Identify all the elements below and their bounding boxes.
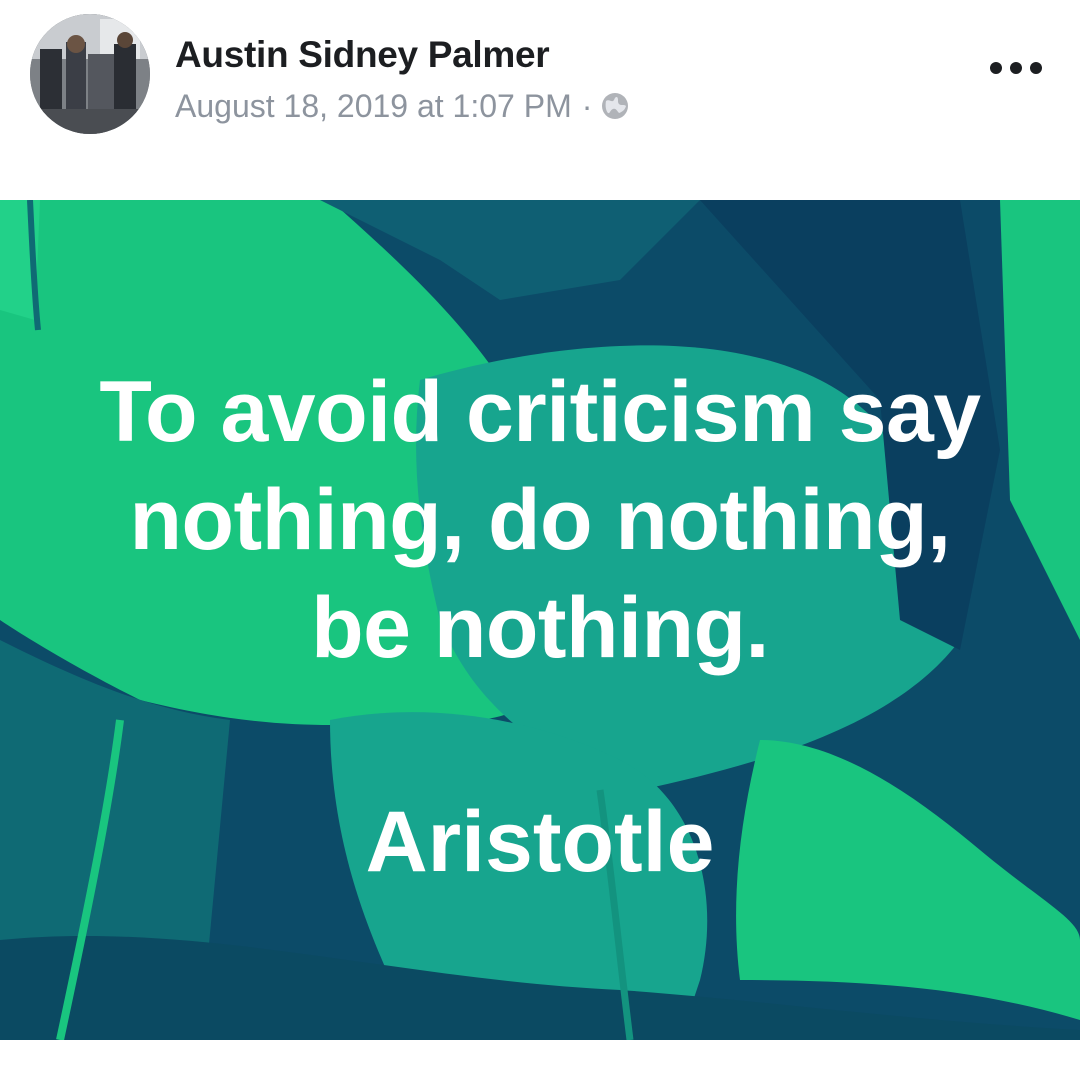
post-timestamp[interactable]: August 18, 2019 at 1:07 PM xyxy=(175,87,572,124)
quote-line: be nothing. xyxy=(311,580,769,676)
more-options-icon xyxy=(1030,62,1042,74)
quote-attribution: Aristotle xyxy=(365,794,715,890)
post-header xyxy=(0,0,1080,200)
author-avatar[interactable] xyxy=(30,14,150,134)
globe-icon[interactable] xyxy=(600,91,630,121)
quote-text xyxy=(40,358,1040,682)
post-footer xyxy=(0,1040,1080,1080)
author-name[interactable]: Austin Sidney Palmer xyxy=(175,34,550,75)
post-meta xyxy=(175,86,630,126)
more-options-button[interactable] xyxy=(990,56,1042,80)
quote-line: To avoid criticism say xyxy=(99,364,981,460)
more-options-icon xyxy=(1010,62,1022,74)
quote-image[interactable] xyxy=(0,200,1080,1040)
quote-line: nothing, do nothing, xyxy=(129,472,951,568)
more-options-icon xyxy=(990,62,1002,74)
meta-separator: · xyxy=(581,87,593,124)
